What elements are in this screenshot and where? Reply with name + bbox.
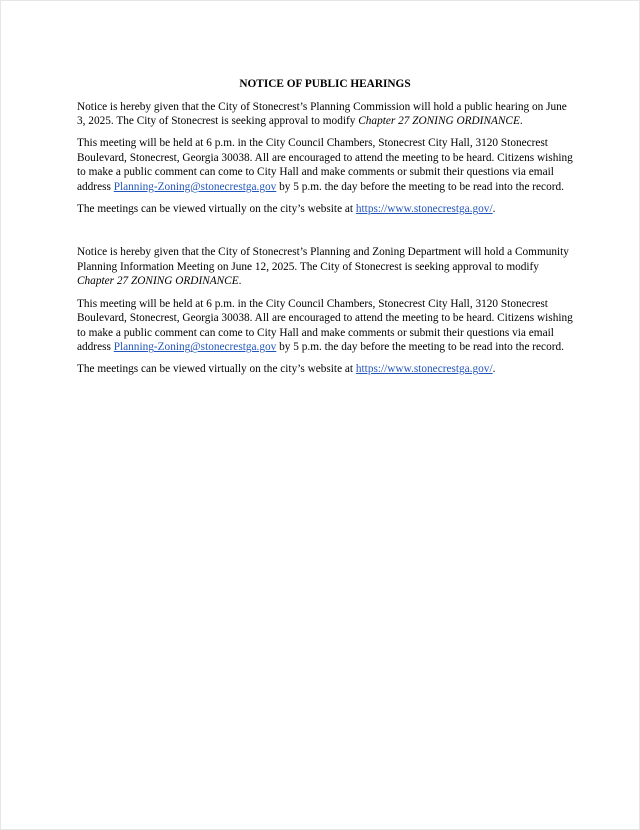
notice-1-virtual-end: . [492, 203, 496, 216]
section-spacer [77, 224, 573, 245]
notice-1-email-link[interactable]: Planning-Zoning@stonecrestga.gov [113, 181, 277, 194]
notice-1-intro [77, 100, 573, 129]
document-content [77, 77, 573, 385]
notice-1-website-link[interactable]: https://www.stonecrestga.gov/ [355, 203, 493, 216]
page-title: NOTICE OF PUBLIC HEARINGS [239, 78, 411, 90]
notice-1-intro-end: . [519, 115, 523, 128]
notice-1-chapter: Chapter 27 ZONING ORDINANCE [358, 115, 520, 128]
notice-2-website-link[interactable]: https://www.stonecrestga.gov/ [355, 363, 493, 376]
notice-1-virtual [77, 202, 573, 217]
notice-1-intro-text: Notice is hereby given that the City of Stonecrest’s Planning Commission will hold a public hearing on June 3, 2025. The City of Stonecrest is seeking approval to modify [77, 100, 567, 128]
notice-1-virtual-text: The meetings can be viewed virtually on the city’s website at [77, 203, 356, 216]
notice-2-meeting-text: This meeting will be held at 6 p.m. in the City Council Chambers, Stonecrest City Hall, 3120 Stonecrest Boulevard, Stonecrest, Georgia 30038. All are encouraged to attend the meeting to be heard. Citizens wishing to make a public comment can come to City Hall and make comments or submit their questions via email address [77, 297, 573, 354]
notice-2-meeting-details [77, 297, 573, 355]
notice-2-intro-text: Notice is hereby given that the City of Stonecrest’s Planning and Zoning Department will hold a Community Planning Information Meeting on June 12, 2025. The City of Stonecrest is seeking approval to modify [77, 246, 569, 273]
notice-2-virtual-text: The meetings can be viewed virtually on the city’s website at [77, 363, 356, 376]
notice-1-meeting-text: This meeting will be held at 6 p.m. in the City Council Chambers, Stonecrest City Hall, 3120 Stonecrest Boulevard, Stonecrest, Georgia 30038. All are encouraged to attend the meeting to be heard. Citizens wishing to make a public comment can come to City Hall and make comments or submit their questions via email address [77, 137, 573, 194]
notice-2-chapter: Chapter 27 ZONING ORDINANCE [77, 275, 239, 288]
notice-2-meeting-text-end: by 5 p.m. the day before the meeting to be read into the record. [276, 341, 564, 354]
notice-2-intro [77, 245, 573, 289]
notice-1-meeting-text-end: by 5 p.m. the day before the meeting to be read into the record. [276, 181, 564, 194]
notice-2-virtual [77, 362, 573, 377]
notice-2-email-link[interactable]: Planning-Zoning@stonecrestga.gov [113, 341, 277, 354]
notice-1-meeting-details [77, 136, 573, 194]
notice-2-virtual-end: . [492, 363, 496, 376]
notice-2-intro-end: . [238, 275, 242, 288]
